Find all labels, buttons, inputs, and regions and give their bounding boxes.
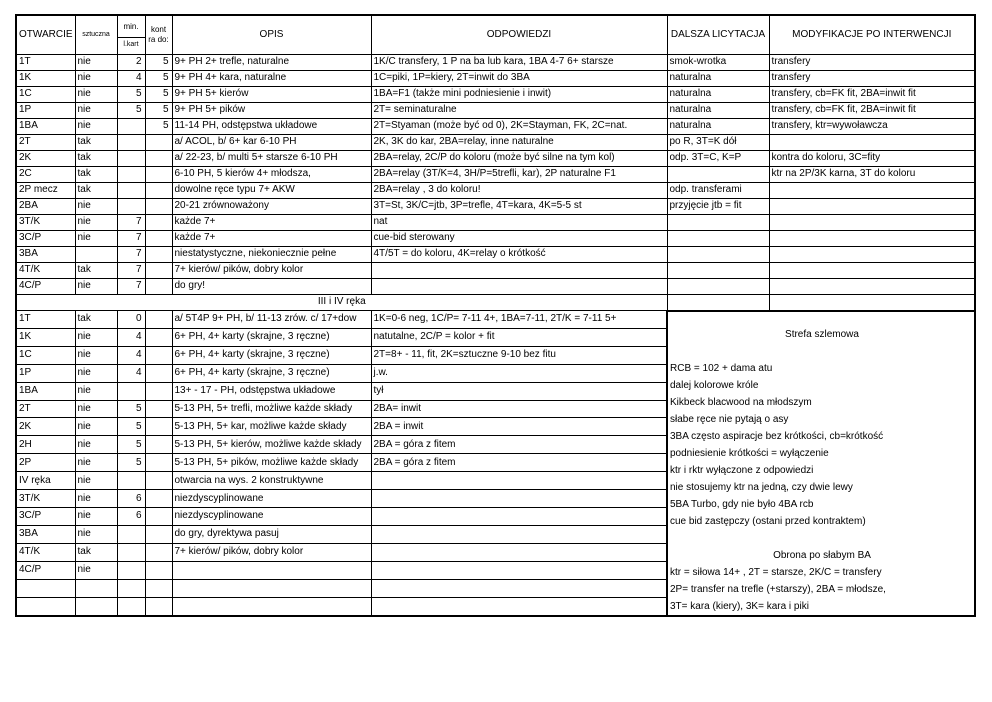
- cell-opis: 9+ PH 4+ kara, naturalne: [172, 70, 371, 86]
- cell-opis: 6+ PH, 4+ karty (skrajne, 3 ręczne): [172, 346, 371, 364]
- cell-odpowiedzi: 2T=8+ - 11, fit, 2K=sztuczne 9-10 bez fitu: [371, 346, 667, 364]
- cell-otwarcie: 2H: [16, 436, 75, 454]
- cell-modyfikacje: transfery, cb=FK fit, 2BA=inwit fit: [769, 86, 975, 102]
- empty-cell: [667, 294, 769, 311]
- cell-kontra: [145, 400, 172, 418]
- cell-sztuczna: tak: [75, 134, 117, 150]
- header-odpowiedzi: ODPOWIEDZI: [371, 15, 667, 54]
- cell-opis: [172, 597, 371, 616]
- cell-modyfikacje: [769, 182, 975, 198]
- cell-min-kart: [117, 150, 145, 166]
- strefa-line: Kikbeck blacwood na młodszym: [670, 396, 812, 408]
- cell-odpowiedzi: 2BA=relay (3T/K=4, 3H/P=5trefli, kar), 2P naturalne F1: [371, 166, 667, 182]
- cell-otwarcie: 2K: [16, 150, 75, 166]
- cell-otwarcie: 2P: [16, 454, 75, 472]
- cell-otwarcie: [16, 597, 75, 616]
- cell-sztuczna: nie: [75, 102, 117, 118]
- cell-odpowiedzi: 1BA=F1 (także mini podniesienie i inwit): [371, 86, 667, 102]
- cell-otwarcie: 3T/K: [16, 214, 75, 230]
- obrona-line: 2P= transfer na trefle (+starszy), 2BA = młodsze,: [670, 583, 886, 595]
- cell-otwarcie: 1K: [16, 70, 75, 86]
- cell-sztuczna: nie: [75, 561, 117, 579]
- cell-kontra: [145, 198, 172, 214]
- cell-kontra: 5: [145, 54, 172, 70]
- cell-kontra: [145, 597, 172, 616]
- cell-opis: 9+ PH 5+ kierów: [172, 86, 371, 102]
- cell-otwarcie: 4C/P: [16, 278, 75, 294]
- cell-sztuczna: tak: [75, 166, 117, 182]
- cell-kontra: [145, 230, 172, 246]
- cell-sztuczna: tak: [75, 150, 117, 166]
- cell-min-kart: [117, 118, 145, 134]
- table-row: [16, 198, 975, 214]
- cell-kontra: [145, 150, 172, 166]
- cell-otwarcie: 1C: [16, 86, 75, 102]
- cell-odpowiedzi: 2T= seminaturalne: [371, 102, 667, 118]
- cell-dalsza: naturalna: [667, 118, 769, 134]
- cell-modyfikacje: transfery, cb=FK fit, 2BA=inwit fit: [769, 102, 975, 118]
- cell-dalsza: [667, 262, 769, 278]
- cell-sztuczna: nie: [75, 490, 117, 508]
- cell-modyfikacje: [769, 214, 975, 230]
- cell-sztuczna: tak: [75, 311, 117, 329]
- cell-min-kart: [117, 198, 145, 214]
- cell-dalsza: odp. transferami: [667, 182, 769, 198]
- table-row: [16, 278, 975, 294]
- cell-min-kart: 7: [117, 230, 145, 246]
- cell-odpowiedzi: [371, 490, 667, 508]
- table-row: [16, 118, 975, 134]
- cell-opis: otwarcia na wys. 2 konstruktywne: [172, 472, 371, 490]
- cell-min-kart: 5: [117, 454, 145, 472]
- cell-kontra: [145, 543, 172, 561]
- cell-min-kart: 2: [117, 54, 145, 70]
- table-row: [16, 230, 975, 246]
- cell-dalsza: przyjęcie jtb = fit: [667, 198, 769, 214]
- cell-sztuczna: nie: [75, 118, 117, 134]
- cell-dalsza: [667, 214, 769, 230]
- cell-modyfikacje: [769, 230, 975, 246]
- cell-opis: 9+ PH 2+ trefle, naturalne: [172, 54, 371, 70]
- cell-min-kart: 7: [117, 214, 145, 230]
- cell-kontra: [145, 436, 172, 454]
- empty-cell: [769, 294, 975, 311]
- cell-min-kart: 4: [117, 364, 145, 382]
- cell-modyfikacje: transfery, ktr=wywoławcza: [769, 118, 975, 134]
- header-otwarcie: OTWARCIE: [16, 15, 75, 54]
- cell-odpowiedzi: 2T=Styaman (może być od 0), 2K=Stayman, FK, 2C=nat.: [371, 118, 667, 134]
- cell-opis: a/ ACOL, b/ 6+ kar 6-10 PH: [172, 134, 371, 150]
- cell-sztuczna: nie: [75, 198, 117, 214]
- cell-kontra: [145, 418, 172, 436]
- cell-otwarcie: 1P: [16, 364, 75, 382]
- cell-odpowiedzi: [371, 278, 667, 294]
- cell-min-kart: 5: [117, 102, 145, 118]
- strefa-line: dalej kolorowe króle: [670, 379, 759, 391]
- cell-opis: 5-13 PH, 5+ pików, możliwe każde składy: [172, 454, 371, 472]
- cell-otwarcie: 3BA: [16, 246, 75, 262]
- cell-modyfikacje: [769, 278, 975, 294]
- cell-kontra: [145, 525, 172, 543]
- cell-otwarcie: 2P mecz: [16, 182, 75, 198]
- cell-odpowiedzi: 2BA=relay, 2C/P do koloru (może być silne na tym kol): [371, 150, 667, 166]
- cell-min-kart: [117, 543, 145, 561]
- cell-opis: 6-10 PH, 5 kierów 4+ młodsza,: [172, 166, 371, 182]
- obrona-title: Obrona po słabym BA: [773, 549, 871, 561]
- cell-sztuczna: nie: [75, 54, 117, 70]
- spacer: [668, 312, 974, 326]
- cell-sztuczna: nie: [75, 86, 117, 102]
- cell-min-kart: 4: [117, 70, 145, 86]
- cell-odpowiedzi: [371, 262, 667, 278]
- table-row: [16, 311, 975, 329]
- cell-sztuczna: nie: [75, 382, 117, 400]
- cell-dalsza: smok-wrotka: [667, 54, 769, 70]
- cell-otwarcie: 1K: [16, 328, 75, 346]
- cell-min-kart: [117, 134, 145, 150]
- cell-opis: niezdyscyplinowane: [172, 490, 371, 508]
- cell-dalsza: odp. 3T=C, K=P: [667, 150, 769, 166]
- cell-kontra: [145, 311, 172, 329]
- cell-odpowiedzi: 1C=piki, 1P=kiery, 2T=inwit do 3BA: [371, 70, 667, 86]
- cell-sztuczna: nie: [75, 328, 117, 346]
- cell-min-kart: 5: [117, 436, 145, 454]
- table-row: [16, 70, 975, 86]
- cell-opis: 9+ PH 5+ pików: [172, 102, 371, 118]
- cell-otwarcie: 1P: [16, 102, 75, 118]
- cell-min-kart: 4: [117, 328, 145, 346]
- cell-otwarcie: 4T/K: [16, 543, 75, 561]
- cell-modyfikacje: [769, 134, 975, 150]
- cell-sztuczna: nie: [75, 364, 117, 382]
- cell-opis: [172, 561, 371, 579]
- cell-odpowiedzi: 2BA = inwit: [371, 418, 667, 436]
- cell-kontra: [145, 346, 172, 364]
- cell-otwarcie: 3C/P: [16, 230, 75, 246]
- cell-dalsza: naturalna: [667, 86, 769, 102]
- strefa-line: nie stosujemy ktr na jedną, czy dwie lewy: [670, 481, 853, 493]
- table-row: [16, 182, 975, 198]
- strefa-panel: [667, 311, 975, 616]
- cell-otwarcie: 2C: [16, 166, 75, 182]
- cell-dalsza: [667, 246, 769, 262]
- cell-min-kart: 7: [117, 262, 145, 278]
- cell-modyfikacje: [769, 198, 975, 214]
- cell-sztuczna: nie: [75, 525, 117, 543]
- cell-opis: 5-13 PH, 5+ kar, możliwe każde składy: [172, 418, 371, 436]
- cell-otwarcie: 2T: [16, 134, 75, 150]
- cell-odpowiedzi: 2BA= inwit: [371, 400, 667, 418]
- cell-odpowiedzi: 1K=0-6 neg, 1C/P= 7-11 4+, 1BA=7-11, 2T/K = 7-11 5+: [371, 311, 667, 329]
- header-min: min.: [123, 22, 139, 32]
- cell-odpowiedzi: 1K/C transfery, 1 P na ba lub kara, 1BA 4-7 6+ starsze: [371, 54, 667, 70]
- header-dalsza: DALSZA LICYTACJA: [667, 15, 769, 54]
- header-lkart: l.kart: [118, 37, 145, 52]
- cell-min-kart: [117, 579, 145, 597]
- cell-dalsza: [667, 166, 769, 182]
- cell-kontra: [145, 490, 172, 508]
- cell-otwarcie: 2K: [16, 418, 75, 436]
- cell-kontra: [145, 472, 172, 490]
- section-row: [16, 294, 975, 311]
- table-row: [16, 86, 975, 102]
- cell-otwarcie: 1BA: [16, 382, 75, 400]
- cell-odpowiedzi: 4T/5T = do koloru, 4K=relay o krótkość: [371, 246, 667, 262]
- cell-kontra: [145, 134, 172, 150]
- cell-min-kart: 5: [117, 400, 145, 418]
- table-row: [16, 166, 975, 182]
- cell-opis: każde 7+: [172, 230, 371, 246]
- cell-modyfikacje: transfery: [769, 70, 975, 86]
- cell-min-kart: 5: [117, 86, 145, 102]
- strefa-line: słabe ręce nie pytają o asy: [670, 413, 789, 425]
- cell-opis: niezdyscyplinowane: [172, 507, 371, 525]
- cell-opis: 6+ PH, 4+ karty (skrajne, 3 ręczne): [172, 328, 371, 346]
- cell-opis: każde 7+: [172, 214, 371, 230]
- cell-min-kart: 6: [117, 490, 145, 508]
- cell-otwarcie: [16, 579, 75, 597]
- header-opis: OPIS: [172, 15, 371, 54]
- cell-min-kart: 7: [117, 278, 145, 294]
- cell-min-kart: [117, 182, 145, 198]
- header-sztuczna: sztuczna: [75, 15, 117, 54]
- cell-opis: 20-21 zrównoważony: [172, 198, 371, 214]
- cell-otwarcie: IV ręka: [16, 472, 75, 490]
- cell-sztuczna: nie: [75, 400, 117, 418]
- cell-odpowiedzi: [371, 472, 667, 490]
- cell-odpowiedzi: 2BA = góra z fitem: [371, 436, 667, 454]
- cell-odpowiedzi: 2K, 3K do kar, 2BA=relay, inne naturalne: [371, 134, 667, 150]
- table-row: [16, 214, 975, 230]
- cell-opis: do gry, dyrektywa pasuj: [172, 525, 371, 543]
- table-row: [16, 150, 975, 166]
- cell-odpowiedzi: 2BA = góra z fitem: [371, 454, 667, 472]
- strefa-line: 3BA często aspiracje bez krótkości, cb=krótkość: [670, 430, 884, 442]
- header-modyfikacje: MODYFIKACJE PO INTERWENCJI: [769, 15, 975, 54]
- cell-opis: a/ 5T4P 9+ PH, b/ 11-13 zrów. c/ 17+dow: [172, 311, 371, 329]
- header-row: [16, 15, 975, 54]
- cell-odpowiedzi: [371, 561, 667, 579]
- strefa-line: [668, 530, 974, 547]
- cell-sztuczna: tak: [75, 182, 117, 198]
- cell-sztuczna: nie: [75, 454, 117, 472]
- cell-opis: 11-14 PH, odstępstwa układowe: [172, 118, 371, 134]
- cell-modyfikacje: transfery: [769, 54, 975, 70]
- cell-min-kart: [117, 166, 145, 182]
- cell-sztuczna: nie: [75, 418, 117, 436]
- cell-dalsza: [667, 230, 769, 246]
- cell-otwarcie: 3C/P: [16, 507, 75, 525]
- cell-min-kart: 5: [117, 418, 145, 436]
- cell-otwarcie: 1BA: [16, 118, 75, 134]
- cell-sztuczna: [75, 597, 117, 616]
- cell-min-kart: 4: [117, 346, 145, 364]
- cell-opis: 6+ PH, 4+ karty (skrajne, 3 ręczne): [172, 364, 371, 382]
- cell-kontra: [145, 382, 172, 400]
- cell-modyfikacje: [769, 246, 975, 262]
- obrona-line: 3T= kara (kiery), 3K= kara i piki: [670, 600, 809, 612]
- cell-min-kart: [117, 597, 145, 616]
- cell-kontra: [145, 507, 172, 525]
- strefa-line: podniesienie krótkości = wyłączenie: [670, 447, 829, 459]
- cell-sztuczna: nie: [75, 230, 117, 246]
- cell-kontra: [145, 454, 172, 472]
- cell-otwarcie: 1T: [16, 54, 75, 70]
- cell-opis: 7+ kierów/ pików, dobry kolor: [172, 543, 371, 561]
- cell-kontra: [145, 182, 172, 198]
- cell-odpowiedzi: j.w.: [371, 364, 667, 382]
- cell-otwarcie: 2BA: [16, 198, 75, 214]
- cell-modyfikacje: [769, 262, 975, 278]
- cell-min-kart: 0: [117, 311, 145, 329]
- table-row: [16, 102, 975, 118]
- cell-kontra: [145, 561, 172, 579]
- cell-odpowiedzi: 3T=St, 3K/C=jtb, 3P=trefle, 4T=kara, 4K=5-5 st: [371, 198, 667, 214]
- cell-kontra: [145, 214, 172, 230]
- cell-otwarcie: 4T/K: [16, 262, 75, 278]
- cell-odpowiedzi: [371, 597, 667, 616]
- cell-kontra: 5: [145, 118, 172, 134]
- cell-min-kart: 7: [117, 246, 145, 262]
- cell-dalsza: po R, 3T=K dół: [667, 134, 769, 150]
- cell-opis: 13+ - 17 - PH, odstępstwa układowe: [172, 382, 371, 400]
- table-row: [16, 134, 975, 150]
- header-kontra: kont ra do:: [145, 15, 172, 54]
- cell-kontra: 5: [145, 70, 172, 86]
- strefa-line: ktr i rktr wyłączone z odpowiedzi: [670, 464, 814, 476]
- cell-otwarcie: 1T: [16, 311, 75, 329]
- strefa-line: [668, 343, 974, 360]
- cell-kontra: [145, 262, 172, 278]
- cell-sztuczna: tak: [75, 543, 117, 561]
- cell-sztuczna: nie: [75, 507, 117, 525]
- cell-dalsza: naturalna: [667, 102, 769, 118]
- cell-min-kart: 6: [117, 507, 145, 525]
- cell-sztuczna: nie: [75, 472, 117, 490]
- cell-sztuczna: nie: [75, 346, 117, 364]
- table-row: [16, 262, 975, 278]
- cell-odpowiedzi: natutalne, 2C/P = kolor + fit: [371, 328, 667, 346]
- obrona-line: ktr = siłowa 14+ , 2T = starsze, 2K/C = transfery: [670, 566, 882, 578]
- cell-otwarcie: 2T: [16, 400, 75, 418]
- strefa-title: Strefa szlemowa: [785, 328, 859, 340]
- cell-min-kart: [117, 382, 145, 400]
- cell-odpowiedzi: 2BA=relay , 3 do koloru!: [371, 182, 667, 198]
- cell-opis: niestatystyczne, niekoniecznie pełne: [172, 246, 371, 262]
- cell-otwarcie: 1C: [16, 346, 75, 364]
- cell-min-kart: [117, 472, 145, 490]
- cell-opis: [172, 579, 371, 597]
- cell-opis: 5-13 PH, 5+ trefli, możliwe każde składy: [172, 400, 371, 418]
- cell-kontra: [145, 328, 172, 346]
- cell-sztuczna: nie: [75, 70, 117, 86]
- cell-kontra: 5: [145, 102, 172, 118]
- convention-card-table: [15, 14, 976, 617]
- cell-kontra: [145, 166, 172, 182]
- header-min-kart: [117, 15, 145, 54]
- table-row: [16, 246, 975, 262]
- cell-odpowiedzi: [371, 543, 667, 561]
- cell-opis: 7+ kierów/ pików, dobry kolor: [172, 262, 371, 278]
- cell-odpowiedzi: [371, 507, 667, 525]
- table-row: [16, 54, 975, 70]
- strefa-line: cue bid zastępczy (ostani przed kontraktem): [670, 515, 866, 527]
- cell-otwarcie: 3BA: [16, 525, 75, 543]
- cell-opis: 5-13 PH, 5+ kierów, możliwe każde składy: [172, 436, 371, 454]
- cell-otwarcie: 4C/P: [16, 561, 75, 579]
- cell-kontra: [145, 364, 172, 382]
- cell-odpowiedzi: [371, 579, 667, 597]
- cell-odpowiedzi: [371, 525, 667, 543]
- cell-odpowiedzi: tył: [371, 382, 667, 400]
- strefa-line: RCB = 102 + dama atu: [670, 362, 773, 374]
- cell-odpowiedzi: nat: [371, 214, 667, 230]
- cell-sztuczna: [75, 246, 117, 262]
- cell-dalsza: naturalna: [667, 70, 769, 86]
- cell-kontra: [145, 579, 172, 597]
- cell-dalsza: [667, 278, 769, 294]
- cell-min-kart: [117, 525, 145, 543]
- strefa-line: 5BA Turbo, gdy nie było 4BA rcb: [670, 498, 814, 510]
- cell-kontra: 5: [145, 86, 172, 102]
- cell-min-kart: [117, 561, 145, 579]
- cell-sztuczna: [75, 579, 117, 597]
- cell-kontra: [145, 278, 172, 294]
- cell-opis: a/ 22-23, b/ multi 5+ starsze 6-10 PH: [172, 150, 371, 166]
- cell-modyfikacje: ktr na 2P/3K karna, 3T do koloru: [769, 166, 975, 182]
- cell-sztuczna: nie: [75, 214, 117, 230]
- cell-opis: dowolne ręce typu 7+ AKW: [172, 182, 371, 198]
- cell-opis: do gry!: [172, 278, 371, 294]
- cell-sztuczna: nie: [75, 436, 117, 454]
- section-title: III i IV ręka: [16, 294, 667, 311]
- cell-otwarcie: 3T/K: [16, 490, 75, 508]
- cell-sztuczna: tak: [75, 262, 117, 278]
- cell-kontra: [145, 246, 172, 262]
- cell-modyfikacje: kontra do koloru, 3C=fity: [769, 150, 975, 166]
- cell-sztuczna: nie: [75, 278, 117, 294]
- cell-odpowiedzi: cue-bid sterowany: [371, 230, 667, 246]
